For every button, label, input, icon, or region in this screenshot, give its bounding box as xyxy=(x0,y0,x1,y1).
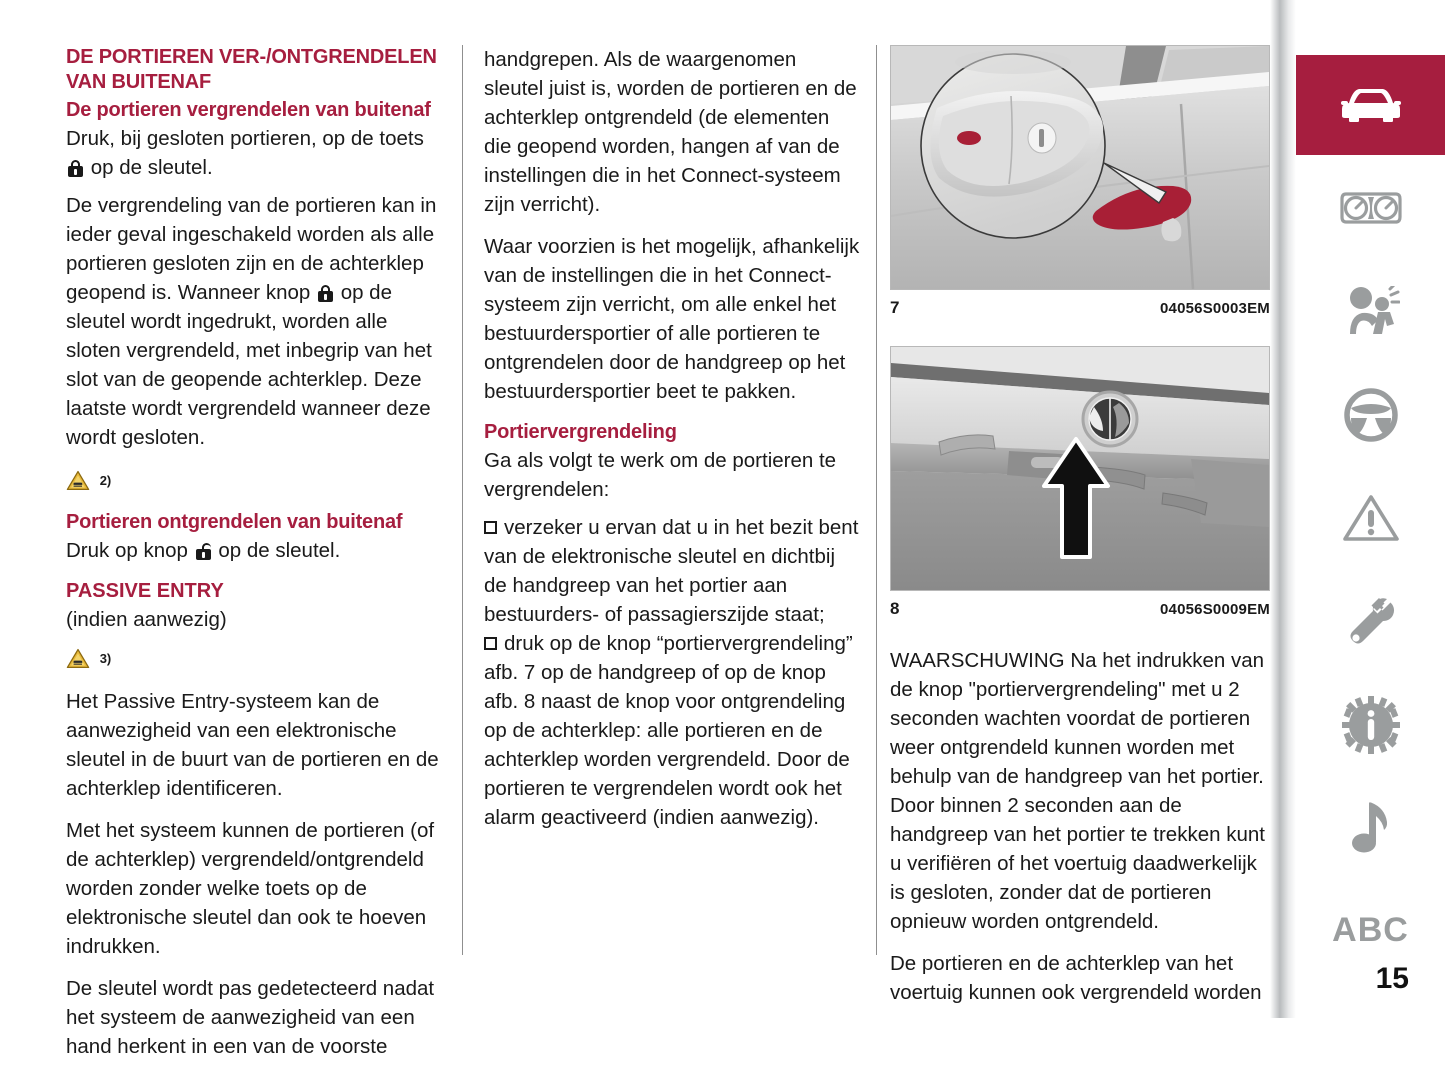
column-divider-1 xyxy=(462,45,463,955)
figure-8-image xyxy=(890,346,1270,591)
footnote-warning-2 xyxy=(66,465,446,495)
paragraph-if-present: (indien aanwezig) xyxy=(66,608,227,631)
footnote-warning-3 xyxy=(66,643,446,673)
page-spine xyxy=(1270,0,1296,1018)
paragraph-text: Druk, bij gesloten portieren, op de toets xyxy=(66,127,424,150)
column-divider-2 xyxy=(876,45,877,955)
paragraph-handles-continued: handgrepen. Als de waargenomen sleutel juist is, worden de portieren en de achterklep ontgrendeld (de elementen die geopend worden, hangen af van de instellingen die in het Connect-systeem zijn verricht). xyxy=(484,48,857,216)
paragraph-passive-entry-detect: Het Passive Entry-systeem kan de aanwezigheid van een elektronische sleutel in de buurt van de portieren en de achterklep identificeren. xyxy=(66,690,439,800)
car-front-icon xyxy=(1339,85,1403,125)
sidebar-item-technical-info[interactable] xyxy=(1296,675,1445,775)
figure-7 xyxy=(890,45,1270,323)
paragraph-press-key-unlock xyxy=(66,536,446,565)
paragraph-text: op de sleutel wordt ingedrukt, worden alle sloten vergrendeld, met inbegrip van het slot van de geopende achterklep. Deze laatste wordt vergrendeld wanneer deze wordt gesloten. xyxy=(66,281,432,449)
text-column-2 xyxy=(484,45,860,832)
padlock-open-icon xyxy=(196,543,211,560)
figure-7-image xyxy=(890,45,1270,290)
sidebar-item-instruments[interactable] xyxy=(1296,158,1445,258)
square-bullet-icon xyxy=(484,637,497,650)
section-heading-passive-entry: PASSIVE ENTRY xyxy=(66,580,224,602)
figure-7-caption xyxy=(890,293,1270,323)
paragraph-warning-lock-delay: WAARSCHUWING Na het indrukken van de knop "portiervergrendeling" met u 2 seconden wachten voordat de portieren weer ontgrendeld kunnen worden met behulp van de handgreep van het portier. Door binnen 2 seconden aan de handgreep van het portier te trekken kunt u verifiëren of het voertuig daadwerkelijk is gesloten, zonder dat de portieren opnieuw worden ontgrendeld. xyxy=(890,649,1265,933)
dashboard-instruments-icon xyxy=(1338,187,1404,229)
warning-triangle-icon xyxy=(1342,493,1400,543)
sidebar-item-safety[interactable] xyxy=(1296,262,1445,362)
list-item-text: verzeker u ervan dat u in het bezit bent van de elektronische sleutel en dichtbij de handgreep van het portier aan bestuurders- of passagierszijde staat; xyxy=(484,516,859,626)
sidebar-item-emergency[interactable] xyxy=(1296,468,1445,568)
paragraph-vehicle-lock-also: De portieren en de achterklep van het voertuig kunnen ook vergrendeld worden xyxy=(890,952,1262,1004)
square-bullet-icon xyxy=(484,521,497,534)
sidebar-item-driving[interactable] xyxy=(1296,365,1445,465)
abc-index-icon: ABC xyxy=(1332,910,1409,949)
figure-code: 04056S0009EM xyxy=(1160,601,1270,618)
footnote-marker: 3) xyxy=(99,651,112,666)
figure-number: 7 xyxy=(890,298,900,317)
padlock-closed-icon xyxy=(318,285,333,302)
paragraph-text: op de sleutel. xyxy=(218,539,341,562)
subheading-unlock-from-outside: Portieren ontgrendelen van buitenaf xyxy=(66,511,403,533)
gear-info-icon xyxy=(1342,696,1400,754)
paragraph-locking-explanation xyxy=(66,191,446,452)
padlock-closed-icon xyxy=(68,160,83,177)
airbag-safety-icon xyxy=(1342,286,1400,338)
page-number: 15 xyxy=(1375,962,1409,995)
section-tab-sidebar xyxy=(1296,0,1445,1018)
subheading-lock-from-outside: De portieren vergrendelen van buitenaf xyxy=(66,99,431,121)
caution-triangle-icon xyxy=(66,470,90,491)
sidebar-item-index[interactable] xyxy=(1296,880,1445,980)
caution-triangle-icon xyxy=(66,648,90,669)
paragraph-passive-entry-usage: Met het systeem kunnen de portieren (of de achterklep) vergrendeld/ontgrendeld worden zonder welke toets op de elektronische sleutel dan ook te hoeven indrukken. xyxy=(66,819,435,958)
paragraph-text: Druk op knop xyxy=(66,539,188,562)
figure-code: 04056S0003EM xyxy=(1160,300,1270,317)
list-item-text: druk op de knop “portiervergrendeling” afb. 7 op de handgreep of op de knop afb. 8 naast de knop voor ontgrendeling op de achterklep: alle portieren en de achterklep worden vergrendeld. Door de portieren te vergrendelen wordt ook het alarm geactiveerd (indien aanwezig). xyxy=(484,632,853,829)
figure-8-caption xyxy=(890,594,1270,624)
paragraph-connect-settings: Waar voorzien is het mogelijk, afhankelijk van de instellingen die in het Connect-systeem zijn verricht, om alle enkel het bestuurdersportier of alle portieren te ontgrendelen door de handgreep op het bestuurdersportier beet te pakken. xyxy=(484,235,860,403)
list-item xyxy=(484,629,860,832)
sidebar-item-maintenance[interactable] xyxy=(1296,572,1445,672)
text-column-1 xyxy=(66,45,446,1074)
list-item xyxy=(484,513,860,629)
sidebar-item-multimedia[interactable] xyxy=(1296,778,1445,878)
door-handle-illustration xyxy=(891,46,1269,289)
figure-number: 8 xyxy=(890,599,900,618)
wrench-icon xyxy=(1343,594,1399,650)
paragraph-text: De vergrendeling van de portieren kan in ieder geval ingeschakeld worden als alle portieren gesloten zijn en de achterklep geopend is. Wanneer knop xyxy=(66,194,437,304)
steering-wheel-icon xyxy=(1343,387,1399,443)
sidebar-item-car[interactable] xyxy=(1296,55,1445,155)
paragraph-locking-intro: Ga als volgt te werk om de portieren te vergrendelen: xyxy=(484,449,837,501)
paragraph-press-key-lock xyxy=(66,124,446,182)
subheading-door-locking: Portiervergrendeling xyxy=(484,421,677,443)
tailgate-button-illustration xyxy=(891,347,1269,590)
figure-column-3 xyxy=(890,45,1270,1020)
paragraph-key-detection: De sleutel wordt pas gedetecteerd nadat het systeem de aanwezigheid van een hand herkent in een van de voorste xyxy=(66,977,435,1058)
footnote-marker: 2) xyxy=(99,473,112,488)
music-note-icon xyxy=(1349,800,1393,856)
page-title: DE PORTIEREN VER-/ONTGRENDELEN VAN BUITENAF xyxy=(66,46,437,93)
figure-8 xyxy=(890,346,1270,624)
paragraph-text: op de sleutel. xyxy=(90,156,213,179)
